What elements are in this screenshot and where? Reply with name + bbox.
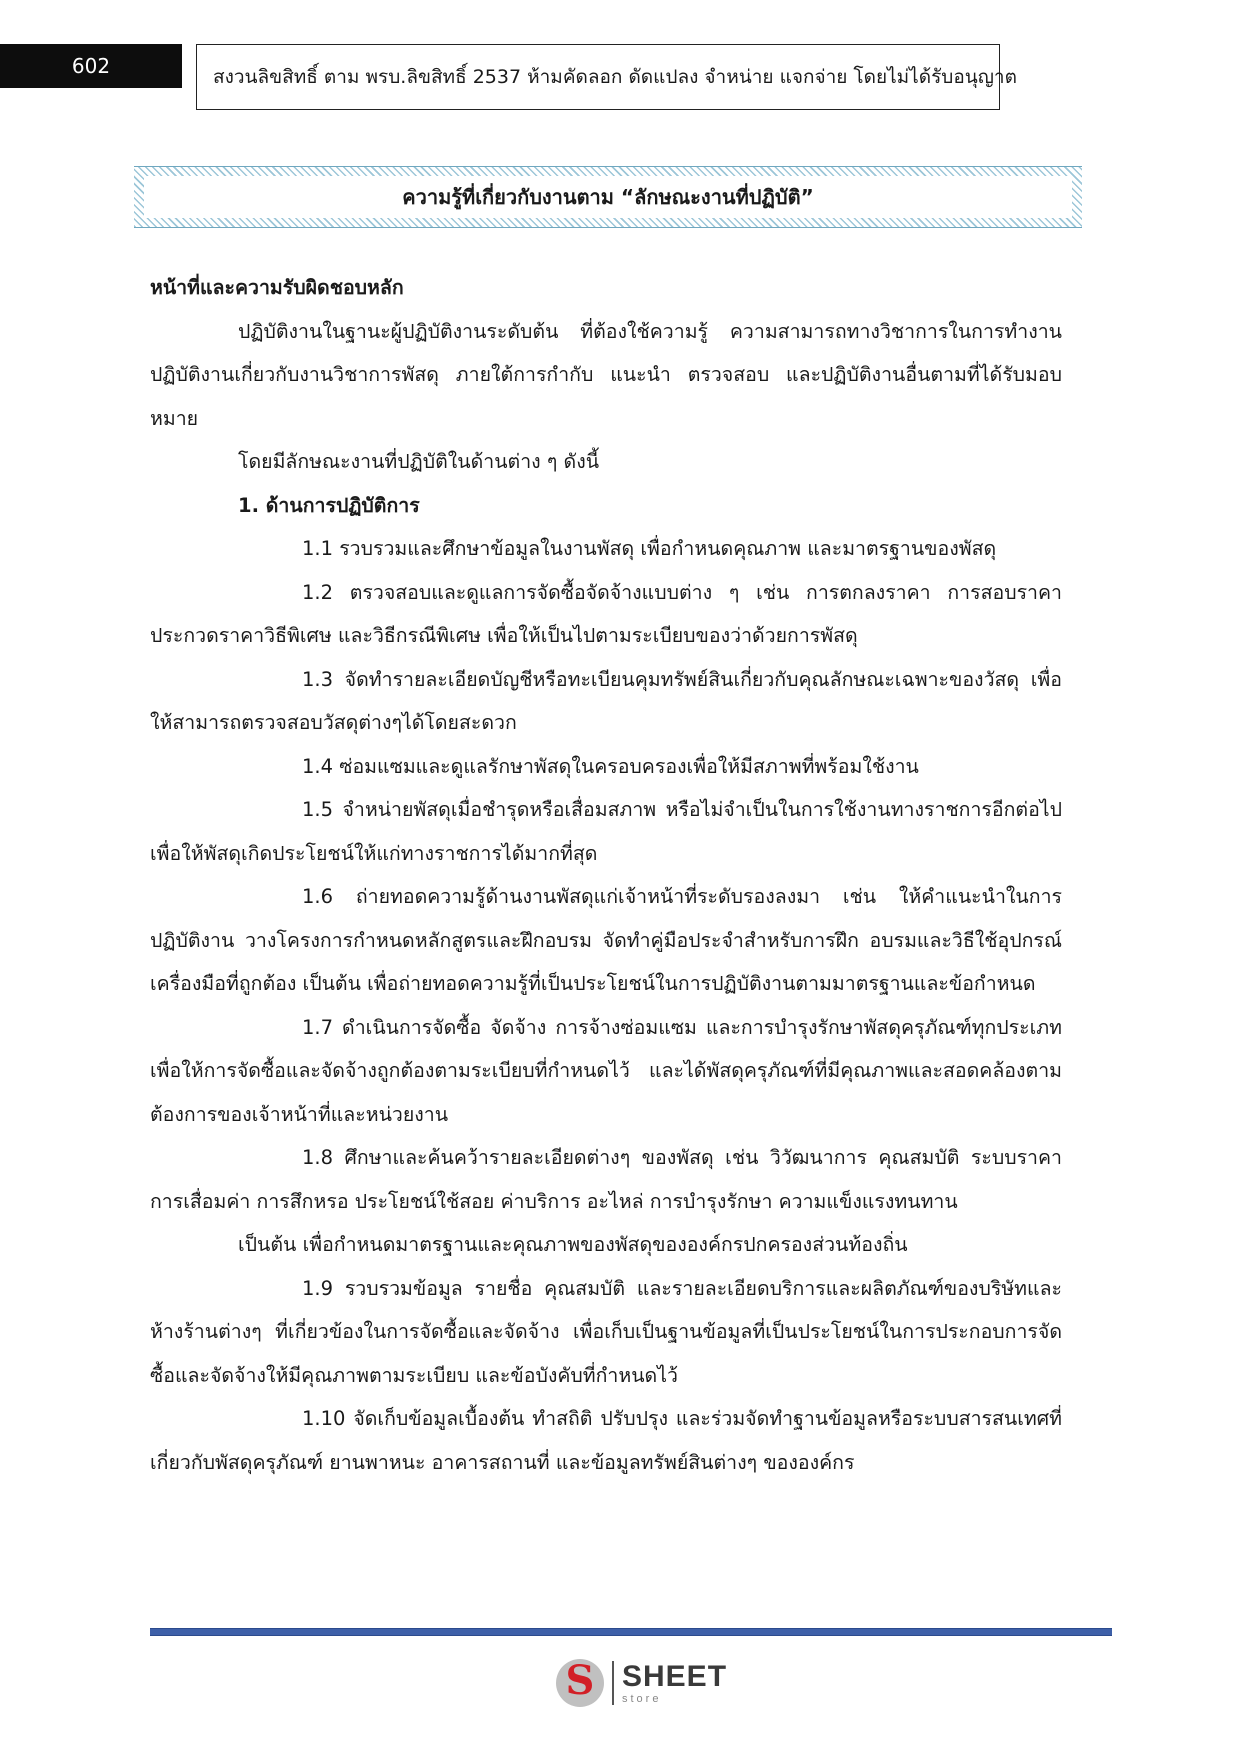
- logo-word: SHEET: [622, 1659, 728, 1693]
- list-item: 1.3 จัดทำรายละเอียดบัญชีหรือทะเบียนคุมทรัพย์สินเกี่ยวกับคุณลักษณะเฉพาะของวัสดุ เพื่อให้สามารถตรวจสอบวัสดุต่างๆได้โดยสะดวก: [150, 667, 1062, 734]
- list-item: 1.7 ดำเนินการจัดซื้อ จัดจ้าง การจ้างซ่อมแซม และการบำรุงรักษาพัสดุครุภัณฑ์ทุกประเภท เพื่อให้การจัดซื้อและจัดจ้างถูกต้องตามระเบียบที่กำหนดไว้ และได้พัสดุครุภัณฑ์ที่มีคุณภาพและสอดคล้องตามต้องการของเจ้าหน้าที่และหน่วยงาน: [150, 1015, 1062, 1126]
- sub-heading: 1. ด้านการปฏิบัติการ: [238, 493, 420, 517]
- section-title: ความรู้ที่เกี่ยวกับงานตาม “ลักษณะงานที่ปฏิบัติ”: [144, 176, 1072, 218]
- list-item: 1.2 ตรวจสอบและดูแลการจัดซื้อจัดจ้างแบบต่าง ๆ เช่น การตกลงราคา การสอบราคา ประกวดราคาวิธีพิเศษ และวิธีกรณีพิเศษ เพื่อให้เป็นไปตามระเบียบของว่าด้วยการพัสดุ: [150, 580, 1062, 647]
- document-body: [150, 266, 1062, 1484]
- list-item: 1.10 จัดเก็บข้อมูลเบื้องต้น ทำสถิติ ปรับปรุง และร่วมจัดทำฐานข้อมูลหรือระบบสารสนเทศที่เกี่ยวกับพัสดุครุภัณฑ์ ยานพาหนะ อาคารสถานที่ และข้อมูลทรัพย์สินต่างๆ ขององค์กร: [150, 1407, 1062, 1474]
- footer-rule: [150, 1628, 1112, 1636]
- logo-sub: store: [622, 1692, 662, 1705]
- copyright-notice: สงวนลิขสิทธิ์ ตาม พรบ.ลิขสิทธิ์ 2537 ห้ามคัดลอก ดัดแปลง จำหน่าย แจกจ่าย โดยไม่ได้รับอนุญาต: [196, 44, 1000, 110]
- main-heading: หน้าที่และความรับผิดชอบหลัก: [150, 276, 404, 299]
- intro-paragraph: ปฏิบัติงานในฐานะผู้ปฏิบัติงานระดับต้น ที่ต้องใช้ความรู้ ความสามารถทางวิชาการในการทำงาน ปฏิบัติงานเกี่ยวกับงานวิชาการพัสดุ ภายใต้การกำกับ แนะนำ ตรวจสอบ และปฏิบัติงานอื่นตามที่ได้รับมอบหมาย: [150, 319, 1062, 430]
- list-item: 1.5 จำหน่ายพัสดุเมื่อชำรุดหรือเสื่อมสภาพ หรือไม่จำเป็นในการใช้งานทางราชการอีกต่อไป เพื่อให้พัสดุเกิดประโยชน์ให้แก่ทางราชการได้มากที่สุด: [150, 798, 1062, 865]
- list-item: 1.4 ซ่อมแซมและดูแลรักษาพัสดุในครอบครองเพื่อให้มีสภาพที่พร้อมใช้งาน: [302, 754, 919, 778]
- list-item: 1.8 ศึกษาและค้นคว้ารายละเอียดต่างๆ ของพัสดุ เช่น วิวัฒนาการ คุณสมบัติ ระบบราคา การเสื่อมค่า การสึกหรอ ประโยชน์ใช้สอย ค่าบริการ อะไหล่ การบำรุงรักษา ความแข็งแรงทนทาน: [150, 1146, 1062, 1213]
- list-item: 1.1 รวบรวมและศึกษาข้อมูลในงานพัสดุ เพื่อกำหนดคุณภาพ และมาตรฐานของพัสดุ: [302, 537, 997, 560]
- page-number: 602: [0, 44, 182, 88]
- list-item: 1.9 รวบรวมข้อมูล รายชื่อ คุณสมบัติ และรายละเอียดบริการและผลิตภัณฑ์ของบริษัทและห้างร้านต่างๆ ที่เกี่ยวข้องในการจัดซื้อและจัดจ้าง เพื่อเก็บเป็นฐานข้อมูลที่เป็นประโยชน์ในการประกอบการจัดซื้อและจัดจ้างให้มีคุณภาพตามระเบียบ และข้อบังคับที่กำหนดไว้: [150, 1276, 1062, 1387]
- section-banner: [134, 166, 1082, 228]
- logo-mark-icon: [556, 1659, 604, 1707]
- logo-divider: [612, 1661, 614, 1705]
- logo-letter: S: [565, 1659, 595, 1704]
- lead-paragraph: โดยมีลักษณะงานที่ปฏิบัติในด้านต่าง ๆ ดังนี้: [238, 450, 600, 473]
- list-item-continuation: เป็นต้น เพื่อกำหนดมาตรฐานและคุณภาพของพัสดุขององค์กรปกครองส่วนท้องถิ่น: [238, 1233, 908, 1256]
- logo-text: [622, 1659, 728, 1705]
- list-item: 1.6 ถ่ายทอดความรู้ด้านงานพัสดุแก่เจ้าหน้าที่ระดับรองลงมา เช่น ให้คำแนะนำในการปฏิบัติงาน วางโครงการกำหนดหลักสูตรและฝึกอบรม จัดทำคู่มือประจำสำหรับการฝึก อบรมและวิธีใช้อุปกรณ์เครื่องมือที่ถูกต้อง เป็นต้น เพื่อถ่ายทอดความรู้ที่เป็นประโยชน์ในการปฏิบัติงานตามมาตรฐานและข้อกำหนด: [150, 885, 1062, 995]
- sheet-store-logo: [556, 1658, 727, 1708]
